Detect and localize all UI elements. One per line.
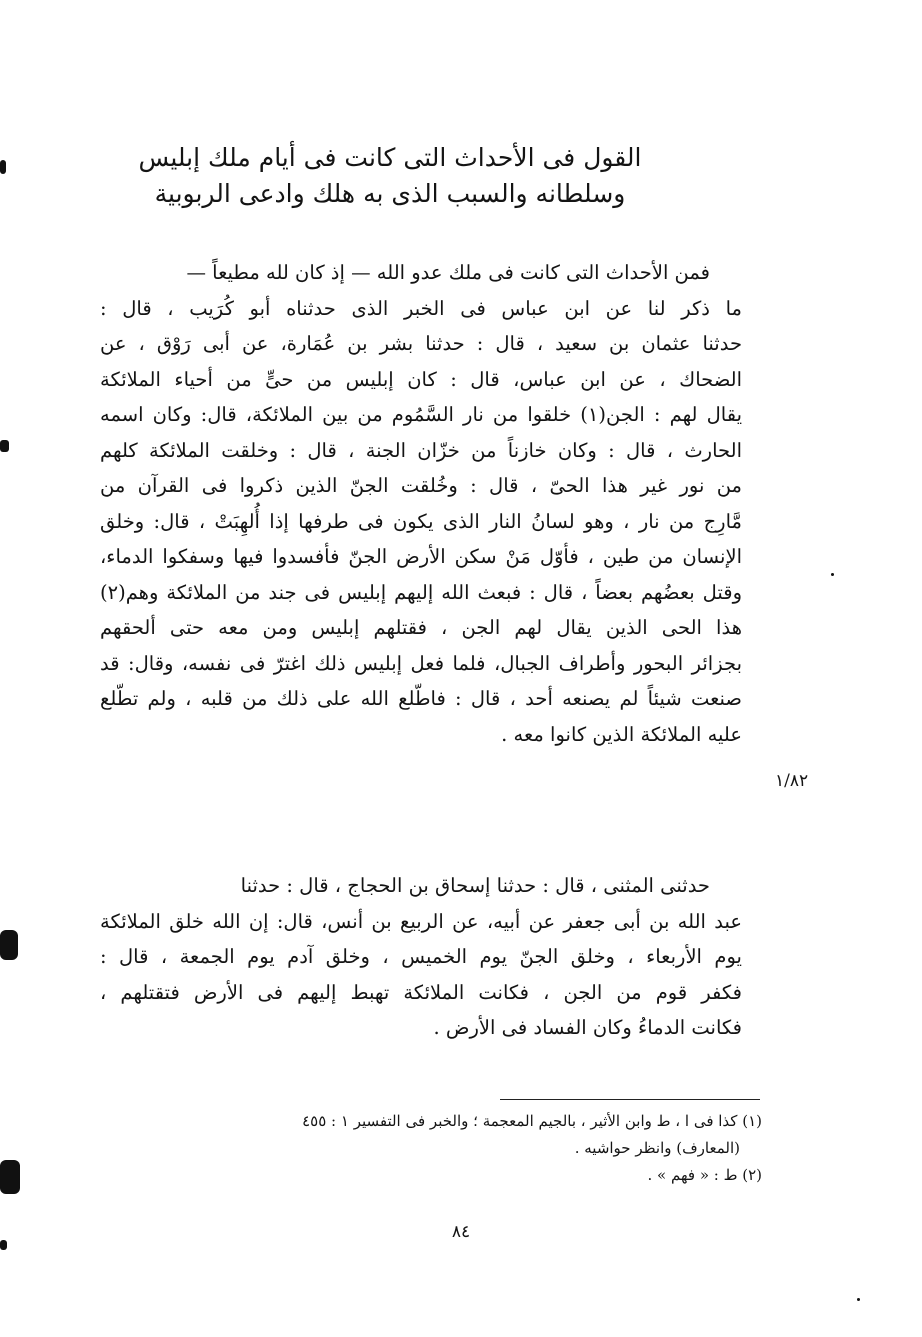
scan-mark [0, 1160, 20, 1194]
text-line: الحارث ، قال : وكان خازناً من خزّان الجنة ، قال : وخلقت الملائكة كلهم [100, 438, 742, 462]
footnote-line: (المعارف) وانظر حواشيه . [574, 1139, 740, 1157]
text-line: ما ذكر لنا عن ابن عباس فى الخبر الذى حدثناه أبو كُرَيب ، قال : [100, 296, 742, 320]
page-number: ٨٤ [451, 1222, 471, 1242]
text-line: من نور غير هذا الحىّ ، قال : وخُلقت الجنّ الذين ذكروا فى القرآن من [100, 474, 742, 497]
text-line: حدثنى المثنى ، قال : حدثنا إسحاق بن الحجاج ، قال : حدثنا [240, 874, 710, 897]
text-line: مَّارِج من نار ، وهو لسانُ النار الذى يكون فى طرفها إذا أُلهِبَتْ ، قال: وخلق [100, 509, 742, 533]
text-line: صنعت شيئاً لم يصنعه أحد ، قال : فاطّلع الله على ذلك من قلبه ، ولم تطّلع [100, 687, 742, 710]
footnotes [100, 1108, 762, 1189]
footnote-line: (١) كذا فى ا ، ط وابن الأثير ، بالجيم المعجمة ؛ والخبر فى التفسير ١ : ٤٥٥ [302, 1112, 762, 1130]
footnote-line: (٢) ط : « فهم » . [647, 1166, 762, 1184]
heading-line-1: القول فى الأحداث التى كانت فى أيام ملك إبليس [138, 143, 642, 172]
text-line: فكفر قوم من الجن ، فكانت الملائكة تهبط إليهم فى الأرض فتقتلهم ، [100, 980, 742, 1004]
paragraph-2 [100, 868, 742, 1046]
text-line: بجزائر البحور وأطراف الجبال، فلما فعل إبليس ذلك اغترّ فى نفسه، وقال: قد [100, 651, 742, 675]
scan-mark [0, 160, 6, 174]
text-line: عبد الله بن أبى جعفر عن أبيه، عن الربيع بن أنس، قال: إن الله خلق الملائكة [100, 909, 742, 933]
scan-mark [0, 440, 9, 452]
heading-line-2: وسلطانه والسبب الذى به هلك وادعى الربوبية [154, 179, 626, 208]
margin-reference: ١/٨٢ [775, 771, 809, 791]
scan-speck [857, 1298, 860, 1301]
scan-mark [0, 1240, 7, 1250]
text-line: الضحاك ، عن ابن عباس، قال : كان إبليس من حىٍّ من أحياء الملائكة [100, 367, 742, 391]
scan-mark [0, 930, 18, 960]
text-line: حدثنا عثمان بن سعيد ، قال : حدثنا بشر بن عُمَارة، عن أبى رَوْق ، عن [100, 332, 742, 355]
text-line: يوم الأربعاء ، وخلق الجنّ يوم الخميس ، وخلق آدم يوم الجمعة ، قال : [100, 945, 742, 968]
text-line: عليه الملائكة الذين كانوا معه . [501, 722, 742, 746]
text-line: فمن الأحداث التى كانت فى ملك عدو الله — إذ كان لله مطيعاً — [186, 261, 710, 284]
text-line: وقتل بعضُهم بعضاً ، قال : فبعث الله إليهم إبليس فى جند من الملائكة وهم(٢) [100, 580, 742, 604]
text-line: فكانت الدماءُ وكان الفساد فى الأرض . [433, 1016, 742, 1039]
text-line: هذا الحى الذين يقال لهم الجن ، فقتلهم إبليس ومن معه حتى ألحقهم [100, 616, 742, 639]
text-line: الإنسان من طين ، فأوّل مَنْ سكن الأرض الجنّ فأفسدوا فيها وسفكوا الدماء، [100, 545, 742, 568]
chapter-heading [110, 140, 670, 212]
text-line: يقال لهم : الجن(١) خلقوا من نار السَّمُوم من بين الملائكة، قال: وكان اسمه [100, 403, 743, 426]
footnote-divider [500, 1099, 760, 1100]
paragraph-1 [100, 255, 742, 752]
scan-speck [831, 573, 834, 576]
